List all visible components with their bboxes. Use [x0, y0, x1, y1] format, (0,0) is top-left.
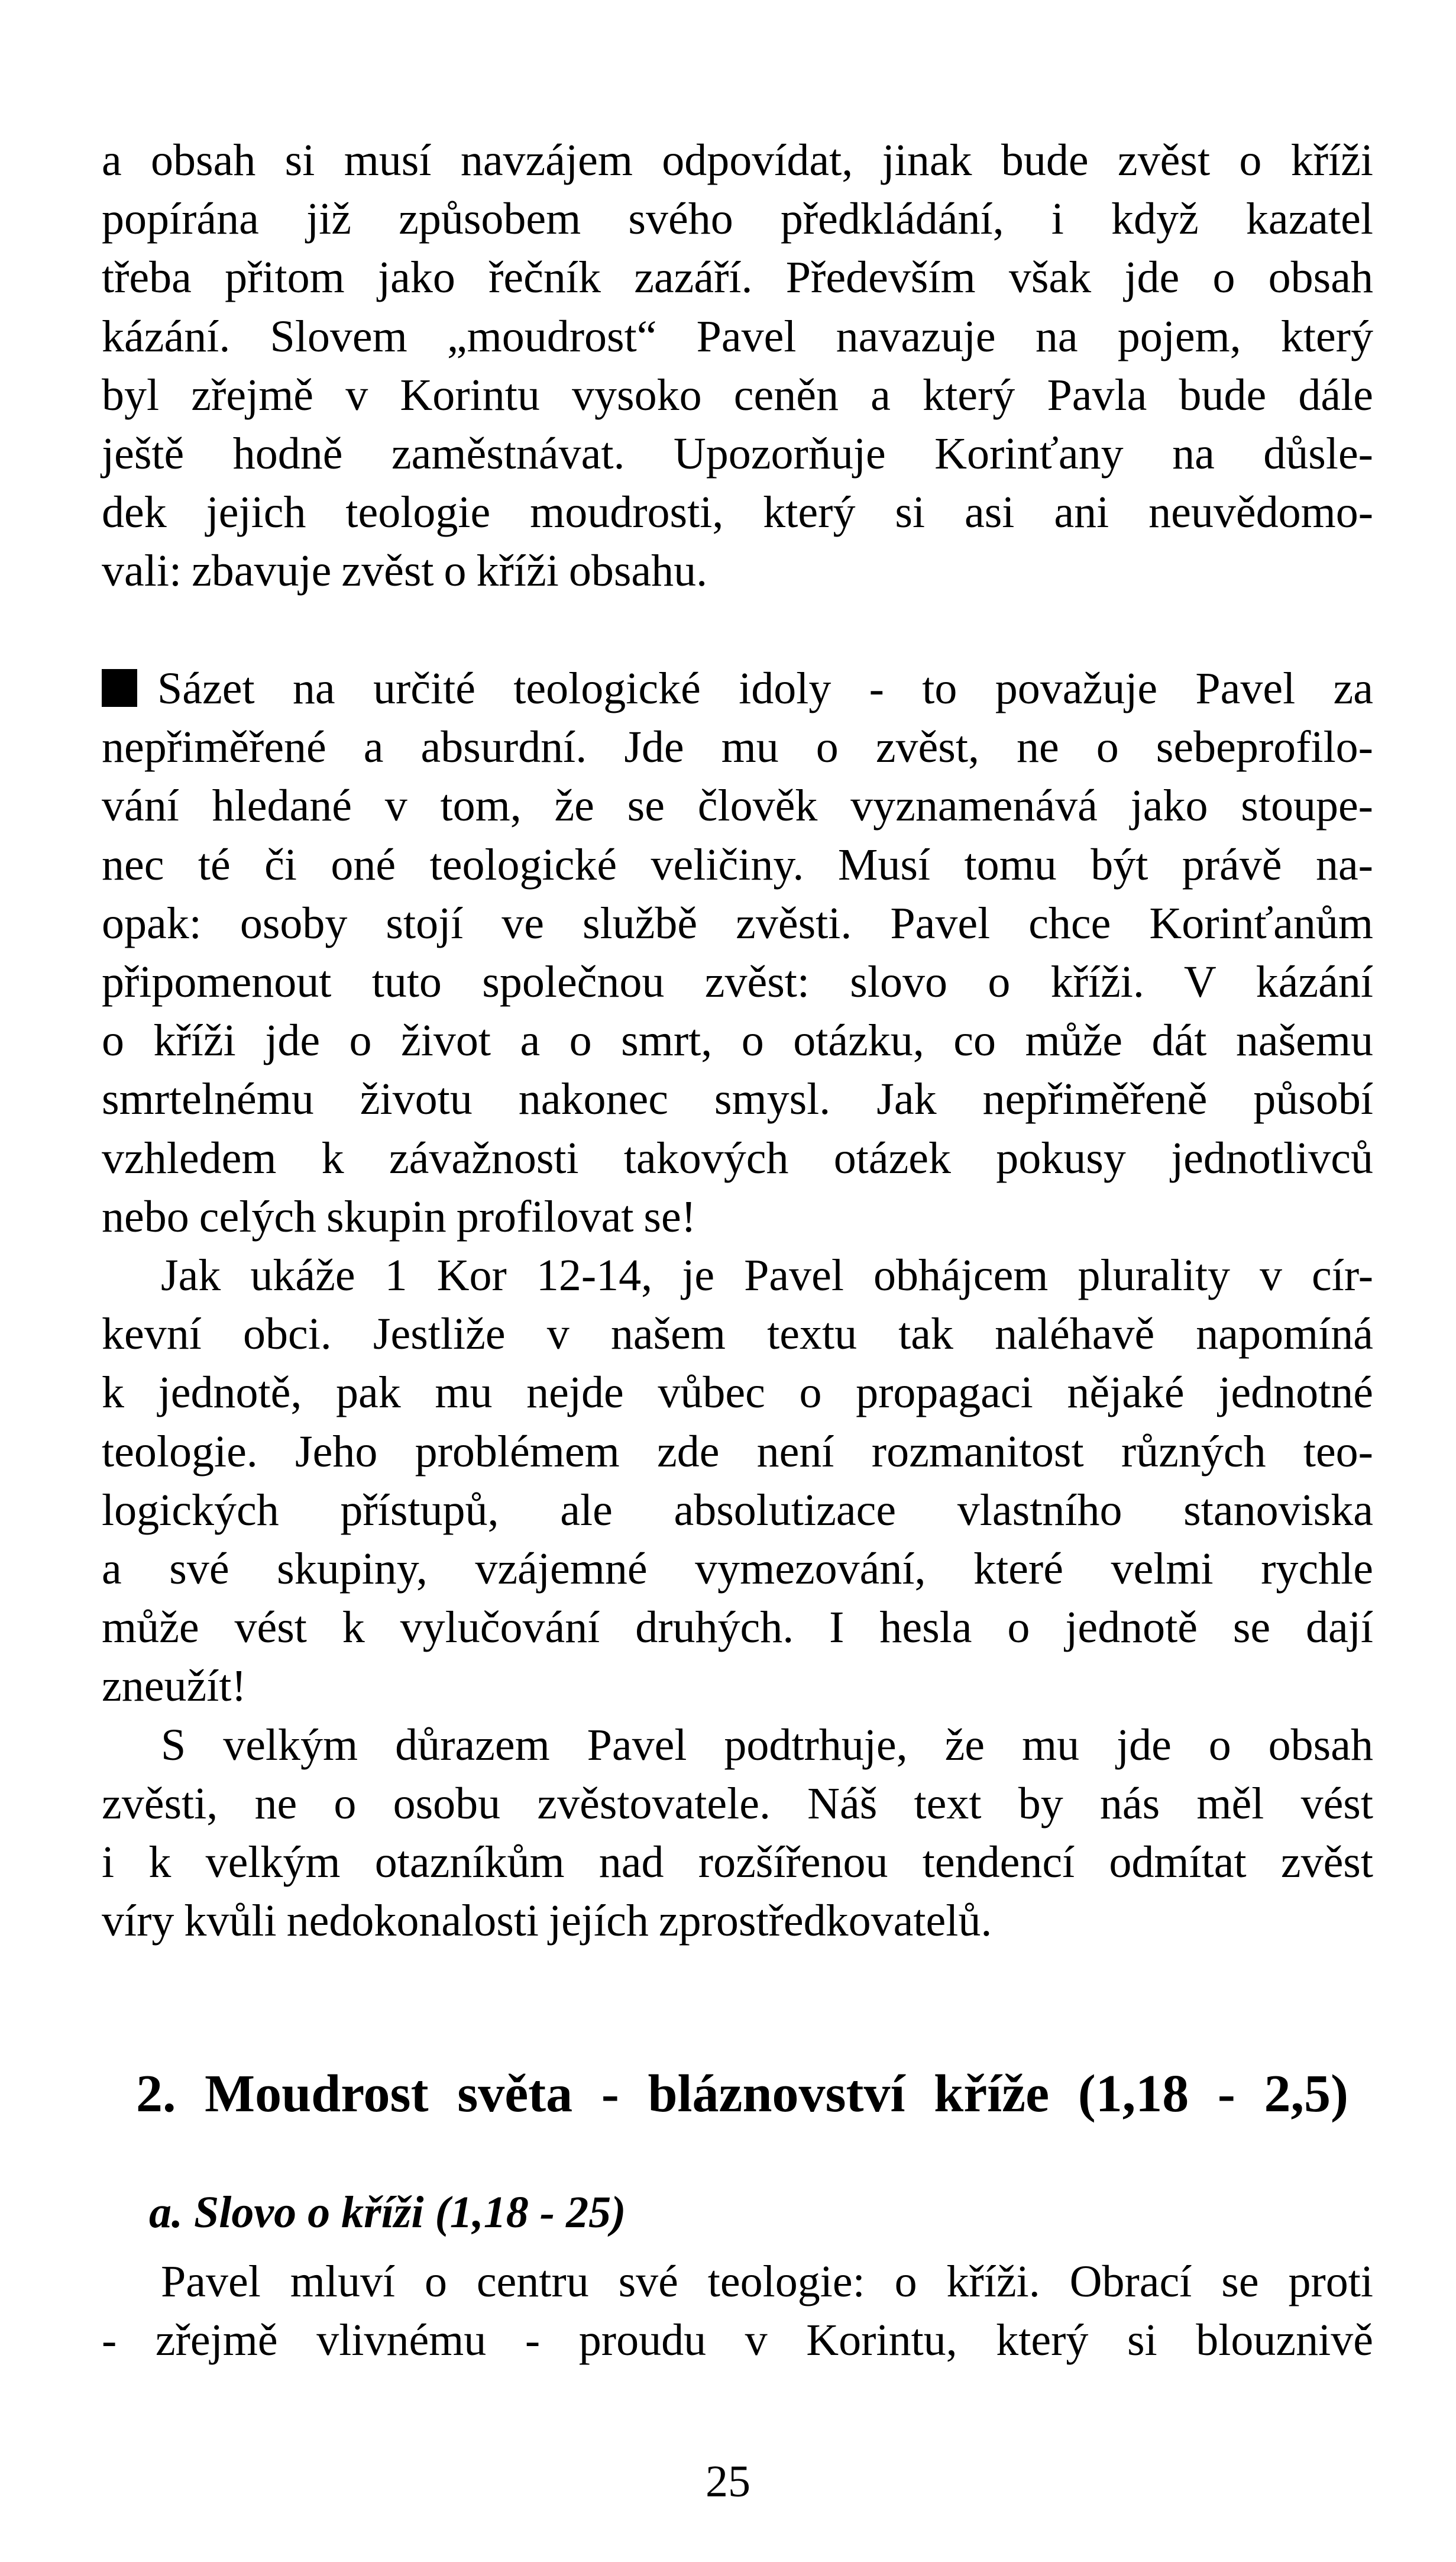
text-line: zneužít! [102, 1661, 247, 1711]
text-line: - zřejmě vlivnému - proudu v Korintu, který si blouznivě [102, 2315, 1373, 2366]
text-line: i k velkým otazníkům nad rozšířenou tendencí odmítat zvěst [102, 1837, 1373, 1888]
paragraph-continuation [102, 131, 1373, 601]
text-line: vali: zbavuje zvěst o kříži obsahu. [102, 546, 708, 596]
section-heading: 2. Moudrost světa - bláznovství kříže (1,18 - 2,5) [136, 2065, 1348, 2123]
text-line: ještě hodně zaměstnávat. Upozorňuje Korinťany na důsle- [102, 429, 1373, 479]
text-line: byl zřejmě v Korintu vysoko ceněn a který Pavla bude dále [102, 370, 1373, 420]
text-line: dek jejich teologie moudrosti, který si asi ani neuvědomo- [102, 487, 1373, 538]
page-number: 25 [706, 2457, 750, 2506]
text-line: opak: osoby stojí ve službě zvěsti. Pavel chce Korinťanům [102, 898, 1373, 948]
text-line: a obsah si musí navzájem odpovídat, jinak bude zvěst o kříži [102, 135, 1373, 185]
text-line: kázání. Slovem „moudrost“ Pavel navazuje na pojem, který [102, 311, 1373, 361]
paragraph-section-start [102, 2253, 1373, 2370]
text-line: o kříži jde o život a o smrt, o otázku, co může dát našemu [102, 1016, 1373, 1066]
text-line: vzhledem k závažnosti takových otázek pokusy jednotlivců [102, 1133, 1373, 1183]
text-line: a své skupiny, vzájemné vymezování, které velmi rychle [102, 1544, 1373, 1594]
text-line: kevní obci. Jestliže v našem textu tak naléhavě napomíná [102, 1309, 1373, 1359]
text-line: nebo celých skupin profilovat se! [102, 1191, 697, 1242]
text-line: Pavel mluví o centru své teologie: o kříži. Obrací se proti [161, 2257, 1373, 2306]
text-line: smrtelnému životu nakonec smysl. Jak nepřiměřeně působí [102, 1074, 1373, 1125]
sub-heading: a. Slovo o kříži (1,18 - 25) [149, 2188, 626, 2237]
text-line: vání hledané v tom, že se člověk vyznamenává jako stoupe- [102, 781, 1373, 831]
text-line-with-marker [102, 660, 1373, 718]
text-line: popírána již způsobem svého předkládání, i když kazatel [102, 194, 1373, 244]
text-line: nepřiměřené a absurdní. Jde mu o zvěst, ne o sebeprofilo- [102, 722, 1373, 773]
text-line: k jednotě, pak mu nejde vůbec o propagaci nějaké jednotné [102, 1368, 1373, 1418]
text-line: teologie. Jeho problémem zde není rozmanitost různých teo- [102, 1426, 1373, 1477]
square-bullet-icon [102, 669, 137, 707]
text-line: logických přístupů, ale absolutizace vlastního stanoviska [102, 1485, 1373, 1535]
text-line: Jak ukáže 1 Kor 12-14, je Pavel obhájcem plurality v cír- [161, 1251, 1373, 1301]
text-line: může vést k vylučování druhých. I hesla o jednotě se dají [102, 1603, 1373, 1653]
text-line: třeba přitom jako řečník zazáří. Především však jde o obsah [102, 253, 1373, 303]
paragraph-application [102, 660, 1373, 1950]
text-line: Sázet na určité teologické idoly - to považuje Pavel za [157, 664, 1373, 713]
text-line: nec té či oné teologické veličiny. Musí tomu být právě na- [102, 839, 1373, 890]
text-line: zvěsti, ne o osobu zvěstovatele. Náš text by nás měl vést [102, 1778, 1373, 1828]
text-line: S velkým důrazem Pavel podtrhuje, že mu jde o obsah [161, 1720, 1373, 1770]
text-line: víry kvůli nedokonalosti jejích zprostředkovatelů. [102, 1896, 992, 1946]
text-line: připomenout tuto společnou zvěst: slovo o kříži. V kázání [102, 957, 1373, 1007]
